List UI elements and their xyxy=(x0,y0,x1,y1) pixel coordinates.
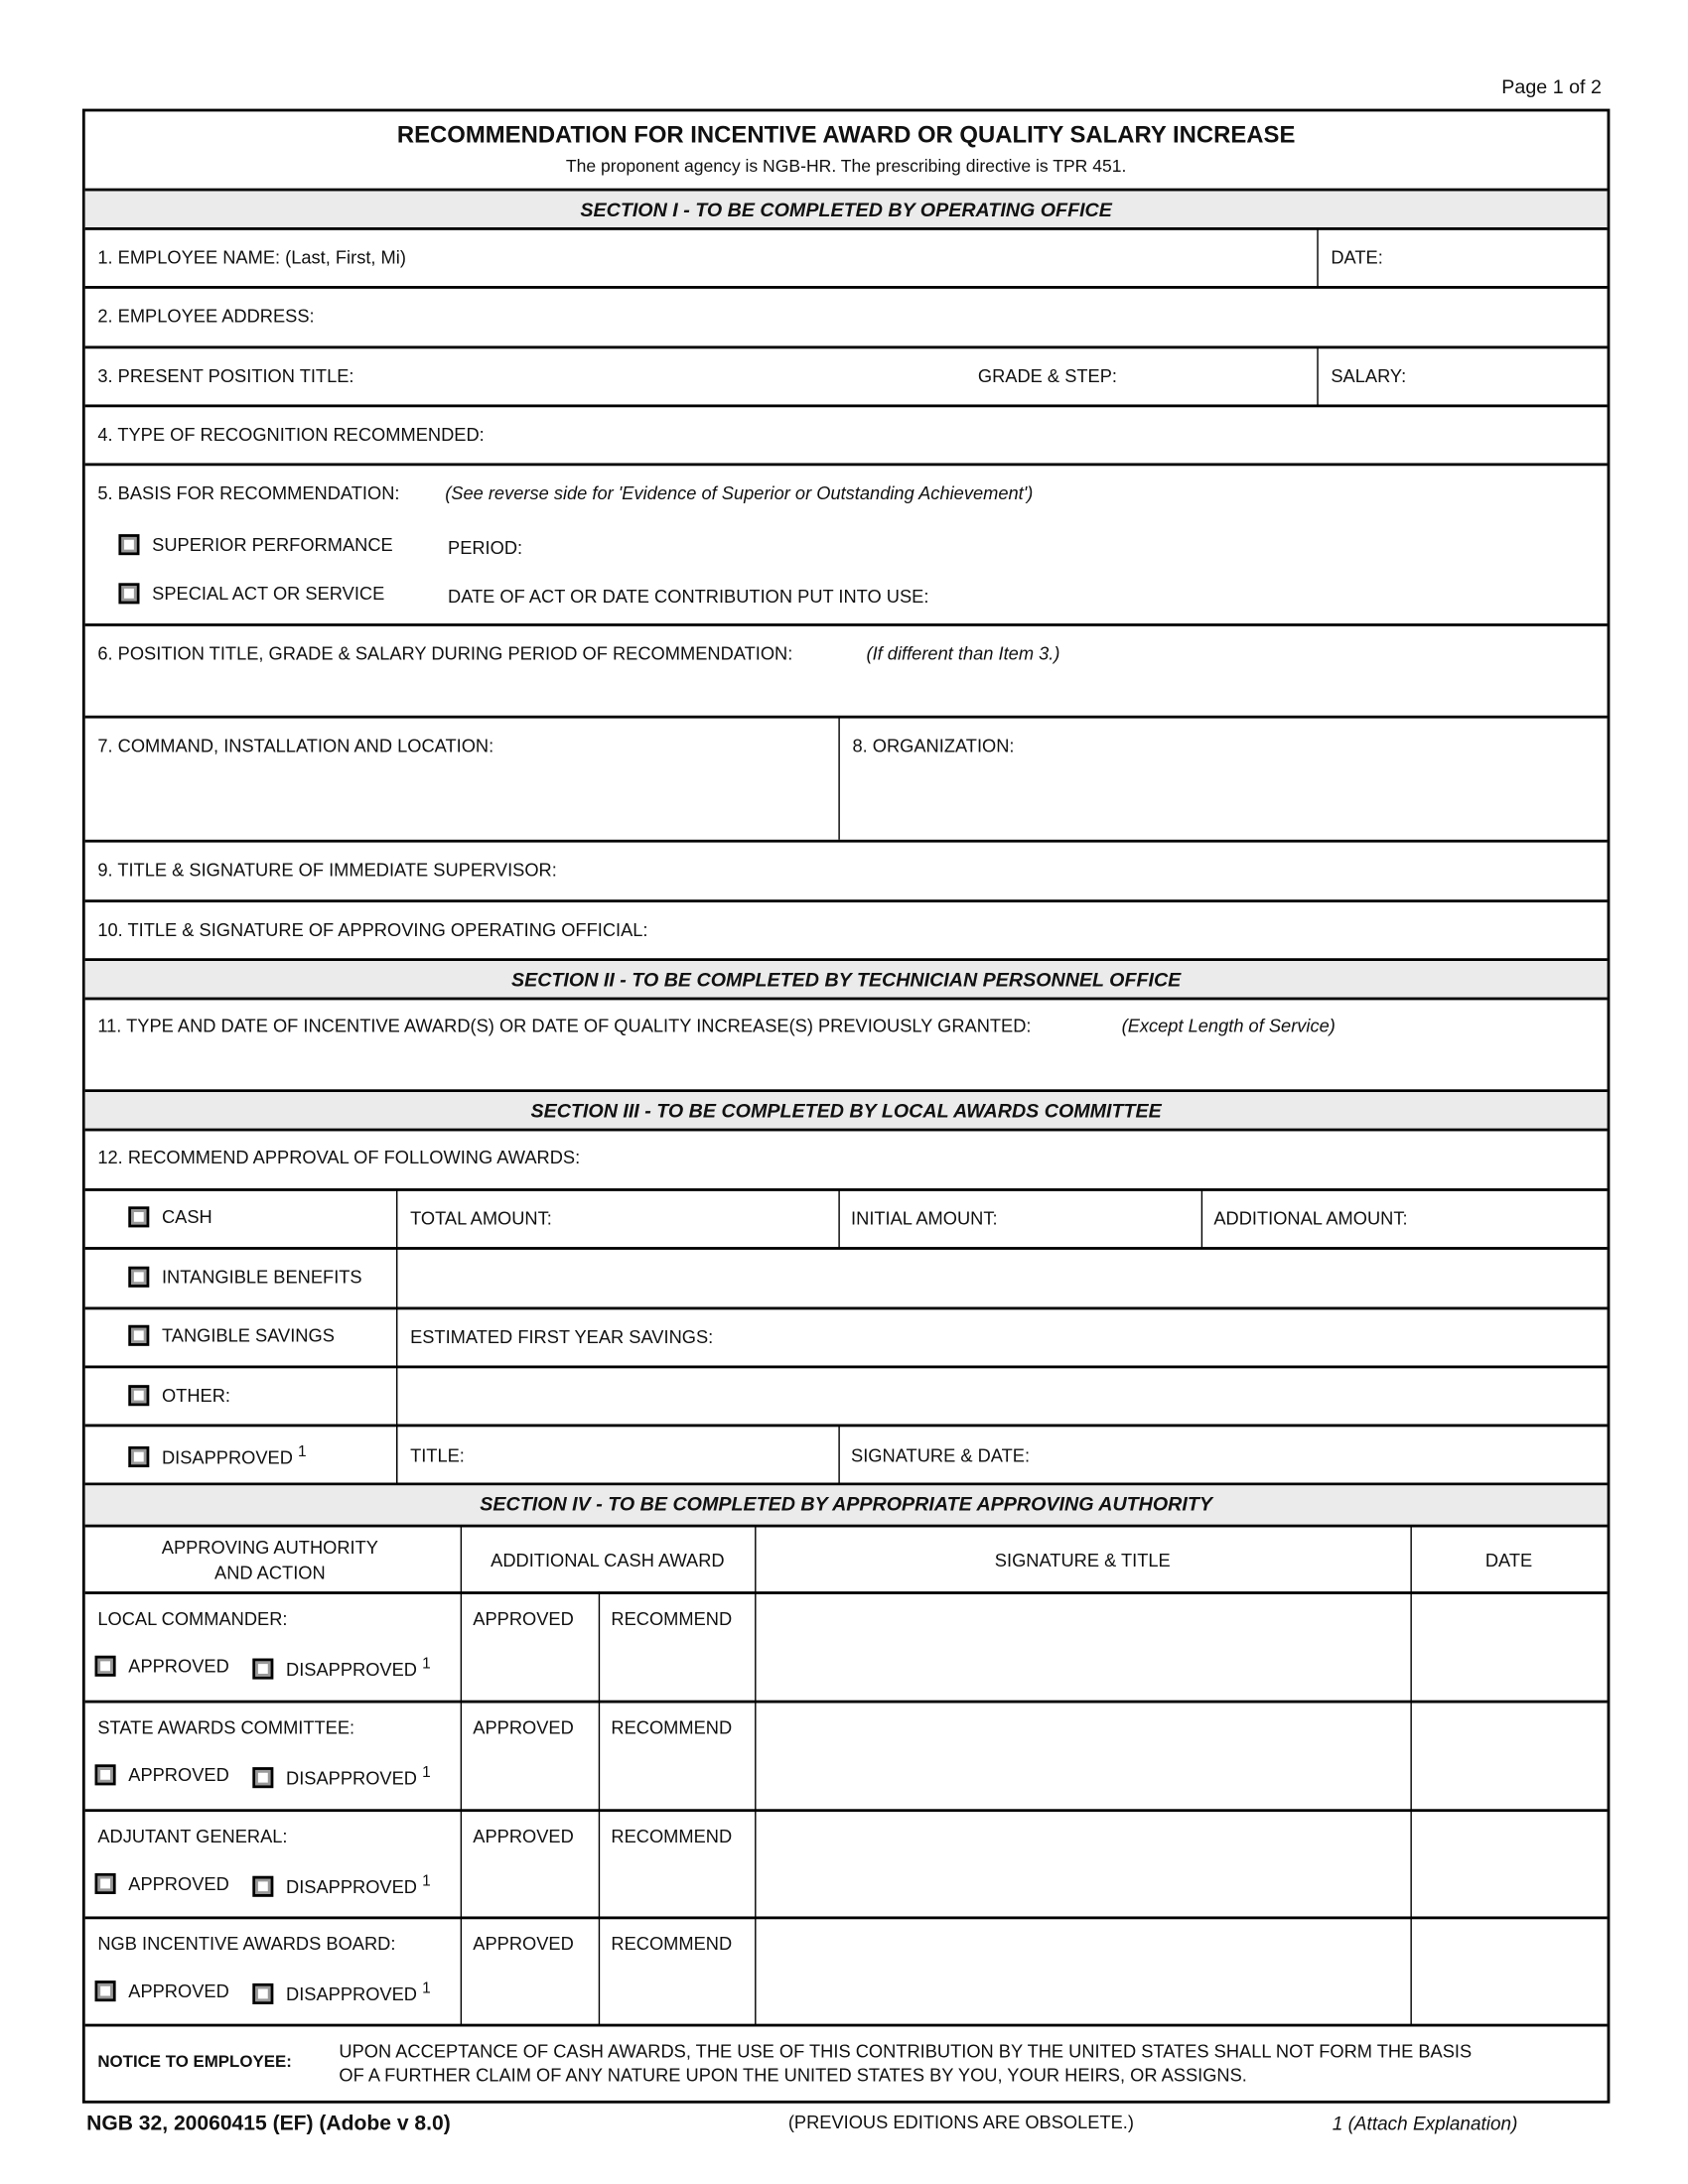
obsolete-notice: (PREVIOUS EDITIONS ARE OBSOLETE.) xyxy=(787,2112,1134,2133)
adjutant-general-cash-recommend[interactable]: RECOMMEND xyxy=(611,1826,733,1847)
notice-line: OF A FURTHER CLAIM OF ANY NATURE UPON THE UNITED STATES BY YOU, YOUR HEIRS, OR ASSIGNS. xyxy=(339,2064,1247,2086)
local-commander-cash-approved[interactable]: APPROVED xyxy=(473,1607,574,1630)
state-awards-committee-cash-recommend[interactable]: RECOMMEND xyxy=(611,1716,733,1738)
ngb-incentive-awards-board-cash-recommend[interactable]: RECOMMEND xyxy=(611,1933,733,1955)
page-number: Page 1 of 2 xyxy=(1501,74,1602,98)
date-field[interactable]: DATE: xyxy=(1331,246,1383,268)
total-amount-field[interactable]: TOTAL AMOUNT: xyxy=(410,1207,552,1229)
previous-awards-field[interactable]: 11. TYPE AND DATE OF INCENTIVE AWARD(S) OR DATE OF QUALITY INCREASE(S) PREVIOUSLY GRANTED: xyxy=(97,1015,1032,1036)
authority-local-commander: LOCAL COMMANDER: xyxy=(97,1607,288,1630)
position-note: (If different than Item 3.) xyxy=(866,642,1060,664)
checkbox[interactable] xyxy=(128,1325,149,1346)
section-4-header: SECTION IV - TO BE COMPLETED BY APPROPRIATE APPROVING AUTHORITY xyxy=(85,1485,1608,1524)
position-during-period-field[interactable]: 6. POSITION TITLE, GRADE & SALARY DURING PERIOD OF RECOMMENDATION: xyxy=(97,642,793,664)
employee-address-field[interactable]: 2. EMPLOYEE ADDRESS: xyxy=(97,305,315,327)
award-form xyxy=(82,109,1610,2104)
form-id: NGB 32, 20060415 (EF) (Adobe v 8.0) xyxy=(86,2112,451,2136)
adjutant-general-signature-title-field[interactable] xyxy=(757,1812,1410,1915)
option-label: APPROVED xyxy=(128,1872,229,1894)
local-commander-cash-recommend[interactable]: RECOMMEND xyxy=(611,1607,733,1630)
option-label: DISAPPROVED xyxy=(161,1446,293,1468)
form-title: RECOMMENDATION FOR INCENTIVE AWARD OR QUALITY SALARY INCREASE xyxy=(396,121,1296,148)
section-1-header: SECTION I - TO BE COMPLETED BY OPERATING OFFICE xyxy=(85,191,1608,228)
checkbox[interactable] xyxy=(252,1768,273,1789)
footnote-mark: 1 xyxy=(422,1655,431,1673)
ngb-incentive-awards-board-cash-approved[interactable]: APPROVED xyxy=(473,1933,574,1955)
disapproved-option[interactable] xyxy=(128,1443,306,1467)
estimated-savings-field[interactable]: ESTIMATED FIRST YEAR SAVINGS: xyxy=(410,1326,714,1348)
footnote-mark: 1 xyxy=(422,1980,431,1997)
supervisor-signature-field[interactable]: 9. TITLE & SIGNATURE OF IMMEDIATE SUPERVISOR: xyxy=(97,859,557,881)
option-label: INTANGIBLE BENEFITS xyxy=(161,1266,362,1288)
period-field[interactable]: PERIOD: xyxy=(448,536,523,558)
option-label: DISAPPROVED xyxy=(286,1659,417,1681)
ngb-incentive-awards-board-signature-title-field[interactable] xyxy=(757,1919,1410,2022)
state-awards-committee-date-field[interactable] xyxy=(1412,1704,1608,1807)
checkbox[interactable] xyxy=(252,1659,273,1680)
checkbox[interactable] xyxy=(95,1873,116,1894)
option-label: DISAPPROVED xyxy=(286,1876,417,1898)
option-label: DISAPPROVED xyxy=(286,1767,417,1789)
checkbox[interactable] xyxy=(95,1656,116,1677)
checkbox[interactable] xyxy=(128,1446,149,1467)
additional-amount-field[interactable]: ADDITIONAL AMOUNT: xyxy=(1213,1207,1408,1229)
ngb-incentive-awards-board-disapproved-option[interactable] xyxy=(252,1980,430,2004)
tangible-savings-option[interactable] xyxy=(128,1325,335,1346)
local-commander-signature-title-field[interactable] xyxy=(757,1594,1410,1698)
option-label: SPECIAL ACT OR SERVICE xyxy=(152,583,385,605)
position-title-field[interactable]: 3. PRESENT POSITION TITLE: xyxy=(97,365,354,387)
checkbox[interactable] xyxy=(252,1876,273,1897)
checkbox[interactable] xyxy=(95,1764,116,1785)
adjutant-general-disapproved-option[interactable] xyxy=(252,1873,430,1897)
command-field[interactable]: 7. COMMAND, INSTALLATION AND LOCATION: xyxy=(97,735,494,756)
adjutant-general-approved-option[interactable] xyxy=(95,1873,229,1894)
col-signature-title: SIGNATURE & TITLE xyxy=(994,1549,1171,1571)
title-field[interactable]: TITLE: xyxy=(410,1444,465,1466)
state-awards-committee-disapproved-option[interactable] xyxy=(252,1764,430,1788)
local-commander-disapproved-option[interactable] xyxy=(252,1656,430,1680)
option-label: APPROVED xyxy=(128,1655,229,1677)
state-awards-committee-cash-approved[interactable]: APPROVED xyxy=(473,1716,574,1738)
superior-performance-option[interactable] xyxy=(118,534,392,555)
basis-label: 5. BASIS FOR RECOMMENDATION: xyxy=(97,482,400,504)
date-of-act-field[interactable]: DATE OF ACT OR DATE CONTRIBUTION PUT INTO USE: xyxy=(448,586,929,608)
checkbox[interactable] xyxy=(95,1980,116,2001)
ngb-incentive-awards-board-date-field[interactable] xyxy=(1412,1919,1608,2022)
approving-official-field[interactable]: 10. TITLE & SIGNATURE OF APPROVING OPERATING OFFICIAL: xyxy=(97,918,648,940)
option-label: CASH xyxy=(161,1206,212,1228)
checkbox[interactable] xyxy=(128,1206,149,1227)
employee-name-field[interactable]: 1. EMPLOYEE NAME: (Last, First, Mi) xyxy=(97,246,406,268)
notice-label: NOTICE TO EMPLOYEE: xyxy=(97,2051,292,2072)
state-awards-committee-signature-title-field[interactable] xyxy=(757,1704,1410,1807)
checkbox[interactable] xyxy=(128,1385,149,1406)
checkbox[interactable] xyxy=(118,534,139,555)
recommend-label: 12. RECOMMEND APPROVAL OF FOLLOWING AWARDS: xyxy=(97,1146,581,1167)
initial-amount-field[interactable]: INITIAL AMOUNT: xyxy=(851,1207,998,1229)
checkbox[interactable] xyxy=(128,1267,149,1288)
col-label: AND ACTION xyxy=(214,1562,326,1583)
option-label: TANGIBLE SAVINGS xyxy=(161,1324,335,1346)
checkbox[interactable] xyxy=(118,583,139,604)
col-date: DATE xyxy=(1484,1549,1533,1571)
adjutant-general-cash-approved[interactable]: APPROVED xyxy=(473,1826,574,1847)
col-label: APPROVING AUTHORITY xyxy=(161,1537,378,1559)
basis-note: (See reverse side for 'Evidence of Superior or Outstanding Achievement') xyxy=(445,482,1034,504)
option-label: APPROVED xyxy=(128,1980,229,2002)
other-option[interactable] xyxy=(128,1385,230,1406)
col-approving-authority xyxy=(85,1536,455,1586)
ngb-incentive-awards-board-approved-option[interactable] xyxy=(95,1980,229,2001)
footnote-mark: 1 xyxy=(422,1872,431,1890)
authority-adjutant-general: ADJUTANT GENERAL: xyxy=(97,1826,288,1847)
section-3-header: SECTION III - TO BE COMPLETED BY LOCAL AWARDS COMMITTEE xyxy=(85,1092,1608,1129)
organization-field[interactable]: 8. ORGANIZATION: xyxy=(852,735,1015,756)
authority-state-awards-committee: STATE AWARDS COMMITTEE: xyxy=(97,1716,355,1738)
signature-date-field[interactable]: SIGNATURE & DATE: xyxy=(851,1444,1031,1466)
footnote-mark: 1 xyxy=(298,1443,307,1461)
grade-step-field[interactable]: GRADE & STEP: xyxy=(977,365,1117,387)
state-awards-committee-approved-option[interactable] xyxy=(95,1764,229,1785)
notice-text xyxy=(339,2039,1472,2087)
special-act-option[interactable] xyxy=(118,583,384,604)
previous-awards-note: (Except Length of Service) xyxy=(1121,1015,1336,1036)
form-subtitle: The proponent agency is NGB-HR. The prescribing directive is TPR 451. xyxy=(565,156,1127,177)
local-commander-approved-option[interactable] xyxy=(95,1656,229,1677)
salary-field[interactable]: SALARY: xyxy=(1331,365,1407,387)
attach-note: 1 (Attach Explanation) xyxy=(1332,2113,1518,2134)
local-commander-date-field[interactable] xyxy=(1412,1594,1608,1698)
option-label: APPROVED xyxy=(128,1764,229,1786)
authority-ngb-incentive-awards-board: NGB INCENTIVE AWARDS BOARD: xyxy=(97,1933,396,1955)
checkbox[interactable] xyxy=(252,1983,273,2004)
adjutant-general-date-field[interactable] xyxy=(1412,1812,1608,1915)
option-label: OTHER: xyxy=(161,1385,231,1407)
option-label: DISAPPROVED xyxy=(286,1983,417,2005)
intangible-benefits-option[interactable] xyxy=(128,1267,361,1288)
cash-option[interactable] xyxy=(128,1206,211,1227)
footnote-mark: 1 xyxy=(422,1764,431,1782)
recognition-type-field[interactable]: 4. TYPE OF RECOGNITION RECOMMENDED: xyxy=(97,424,485,446)
option-label: SUPERIOR PERFORMANCE xyxy=(152,534,393,556)
col-additional-cash-award: ADDITIONAL CASH AWARD xyxy=(491,1549,725,1571)
notice-line: UPON ACCEPTANCE OF CASH AWARDS, THE USE OF THIS CONTRIBUTION BY THE UNITED STATES SHALL NOT FORM THE BASIS xyxy=(339,2040,1473,2062)
section-2-header: SECTION II - TO BE COMPLETED BY TECHNICIAN PERSONNEL OFFICE xyxy=(85,961,1608,998)
